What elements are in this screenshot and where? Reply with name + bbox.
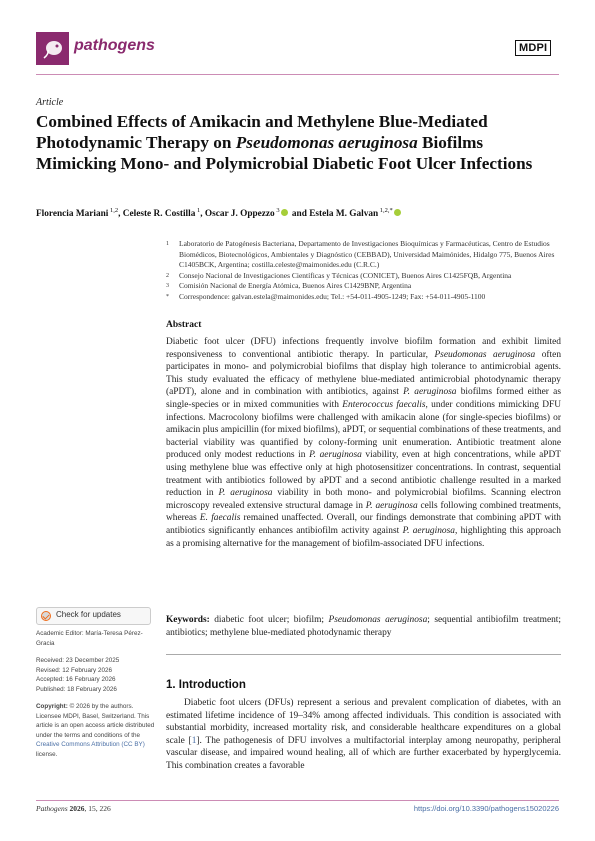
- text-run: Diabetic foot ulcer (DFU) infections frequently involve biofilm formation and exhibit limited responsiveness to conventional antibiotic therapy. In particular,: [166, 337, 561, 360]
- title-part1: Combined Effects of Amikacin and Methylene Blue-Mediated Photodynamic Therapy on: [36, 112, 488, 152]
- article-title: [36, 111, 561, 174]
- title-part2: Biofilms Mimicking Mono- and Polymicrobial Diabetic Foot Ulcer Infections: [36, 133, 533, 173]
- text-run: , highlighting this approach as a promising alternative for the management of biofilm-associated DFU infections.: [166, 525, 561, 549]
- journal-logo: [36, 32, 69, 65]
- footer-divider: [36, 800, 559, 801]
- author-list: [36, 207, 561, 219]
- species-name: P. aeruginosa: [403, 387, 457, 398]
- species-name: P. aeruginosa: [309, 450, 362, 461]
- check-updates-button[interactable]: [36, 607, 151, 625]
- abstract-heading: Abstract: [166, 320, 202, 330]
- species-name: Pseudomonas aeruginosa: [434, 349, 536, 360]
- affiliation-text: Consejo Nacional de Investigaciones Científicas y Técnicas (CONICET), Buenos Aires C1425FQB, Argentina: [179, 270, 512, 280]
- keywords-label: Keywords:: [166, 615, 210, 625]
- citation-link[interactable]: 1: [191, 735, 197, 746]
- author-affiliation-mark: 1,2,*: [378, 207, 393, 214]
- copyright-notice: [36, 702, 156, 759]
- affiliation-mark: 1: [166, 241, 169, 247]
- affiliation-mark: 3: [166, 283, 169, 290]
- footer-citation: [36, 804, 111, 813]
- intro-paragraph: [166, 697, 561, 773]
- copyright-label: Copyright:: [36, 703, 68, 710]
- author-name: Oscar J. Oppezzo: [204, 209, 275, 220]
- author-name: Estela M. Galvan: [309, 209, 379, 220]
- copyright-text: © 2026 by the authors. Licensee MDPI, Basel, Switzerland. This article is an open access article distributed under the terms and conditions of the: [36, 703, 155, 739]
- author-affiliation-mark: 1: [195, 207, 201, 214]
- affiliation-item: [166, 239, 561, 271]
- doi-link[interactable]: https://doi.org/10.3390/pathogens15020226: [413, 804, 559, 813]
- affiliations: [166, 239, 561, 303]
- article-info-sidebar: [36, 629, 156, 759]
- title-species: Pseudomonas aeruginosa: [235, 133, 418, 152]
- header-divider: [36, 74, 559, 75]
- footer-year: 2026: [69, 804, 85, 813]
- affiliation-text: Laboratorio de Patogénesis Bacteriana, Departamento de Investigaciones Bioquímicas y Farmacéuticas, Centro de Estudios Biomédicos, Biotecnológicos, Ambientales y Diagnóstico (CEBBAD), Universidad Maimónides, Hidalgo 775, Buenos Aires C1405BCK, Argentina; costilla.celeste@maimonides.edu (C.R.C.): [179, 239, 555, 270]
- publisher-logo[interactable]: MDPI: [515, 40, 551, 56]
- affiliation-mark: 2: [166, 272, 169, 279]
- author-separator: ,: [200, 209, 205, 220]
- text-run: , under conditions mimicking DFU infections. Macrocolony biofilms were challenged with amikacin alone (for single-species biofilms) or amikacin plus ampicillin (for mixed biofilms), aPDT, or sequential combinations of these treatments, and bacterial viability was quantified by colony-forming unit enumeration. Antibiotic treatment alone produced only modest reductions in: [166, 399, 561, 461]
- affiliation-item: [166, 281, 561, 292]
- text-run: remained unaffected. Overall, our findings demonstrate that combining aPDT with antibiotics significantly enhances antibiofilm activity against: [166, 513, 561, 536]
- text-run: viability in both mono- and polymicrobial biofilms. Scanning electron microscopy revealed extensive structural damage in: [166, 488, 561, 511]
- published-date: Published: 18 February 2026: [36, 685, 117, 693]
- species-name: P. aeruginosa: [218, 488, 273, 499]
- species-name: E. faecalis: [199, 513, 241, 524]
- section-divider: [166, 654, 561, 655]
- species-name: Enterococcus faecalis: [342, 399, 426, 410]
- check-updates-icon: [41, 611, 51, 621]
- text-run: biofilms formed either as single-species or in mixed communities with: [166, 387, 561, 410]
- text-run: viability, even at high concentrations, while aPDT using methylene blue was effective only at high photosensitizer concentrations. In contrast, sequential treatment with antibiotics followed by aPDT and a second antibiotic challenge resulted in a marked reduction in: [166, 450, 561, 499]
- author-affiliation-mark: 3: [274, 207, 280, 214]
- orcid-icon[interactable]: [394, 209, 401, 216]
- affiliation-item: [166, 292, 561, 303]
- affiliation-text: Correspondence: galvan.estela@maimonides.edu; Tel.: +54-011-4905-1249; Fax: +54-011-4905-1100: [179, 291, 486, 301]
- received-date: Received: 23 December 2025: [36, 657, 120, 664]
- orcid-icon[interactable]: [281, 209, 288, 216]
- keywords: [166, 614, 561, 639]
- author-affiliation-mark: 1,2: [108, 207, 119, 214]
- affiliation-item: [166, 271, 561, 282]
- intro-text-2: ]. The pathogenesis of DFU involves a multifactorial interplay among neuropathy, peripheral vascular disease, and impaired wound healing, all of which are further exacerbated by hyperglycemia. This combination creates a favorable: [166, 735, 561, 771]
- text-run: diabetic foot ulcer; biofilm;: [209, 615, 329, 625]
- revised-date: Revised: 12 February 2026: [36, 666, 112, 674]
- affiliation-mark: *: [166, 293, 169, 300]
- author-name: Celeste R. Costilla: [122, 209, 196, 220]
- journal-name[interactable]: pathogens: [74, 37, 155, 54]
- species-name: P. aeruginosa: [365, 500, 418, 511]
- author-name: Florencia Mariani: [36, 209, 109, 220]
- check-updates-label: Check for updates: [56, 610, 121, 619]
- author-separator: and: [289, 209, 310, 220]
- text-run: ; sequential antibiofilm treatment; antibiotics; methylene blue-mediated photodynamic therapy: [166, 615, 561, 638]
- keywords-list: [166, 615, 561, 638]
- accepted-date: Accepted: 16 February 2026: [36, 676, 116, 683]
- intro-text-1: Diabetic foot ulcers (DFUs) represent a serious and prevalent complication of diabetes, with an estimated lifetime incidence of 19–34% among affected individuals. This condition is associated with substantial morbidity, increased mortality risk, and considerable healthcare expenditures on a global scale [: [166, 698, 561, 746]
- license-link[interactable]: Creative Commons Attribution (CC BY): [36, 741, 145, 748]
- species-name: P. aeruginosa: [402, 525, 455, 536]
- species-name: Pseudomonas aeruginosa: [328, 615, 428, 625]
- author-separator: ,: [118, 209, 123, 220]
- academic-editor: Academic Editor: María-Teresa Pérez-Gracia: [36, 630, 143, 647]
- footer-journal: Pathogens: [36, 804, 68, 813]
- abstract-text: [166, 336, 561, 550]
- article-type: Article: [36, 97, 64, 108]
- license-end: license.: [36, 750, 58, 758]
- affiliation-text: Comisión Nacional de Energía Atómica, Buenos Aires C1429BNP, Argentina: [179, 281, 412, 291]
- intro-heading: 1. Introduction: [166, 679, 246, 691]
- text-run: cells following combined treatments, whereas: [166, 500, 561, 524]
- text-run: often participates in mono- and polymicrobial biofilms that display high tolerance to antimicrobial agents. This study evaluated the efficacy of methylene blue-mediated antimicrobial photodynamic therapy (aPDT), alone and in combination with antibiotics, against: [166, 349, 562, 398]
- footer-volume: , 15, 226: [84, 804, 111, 813]
